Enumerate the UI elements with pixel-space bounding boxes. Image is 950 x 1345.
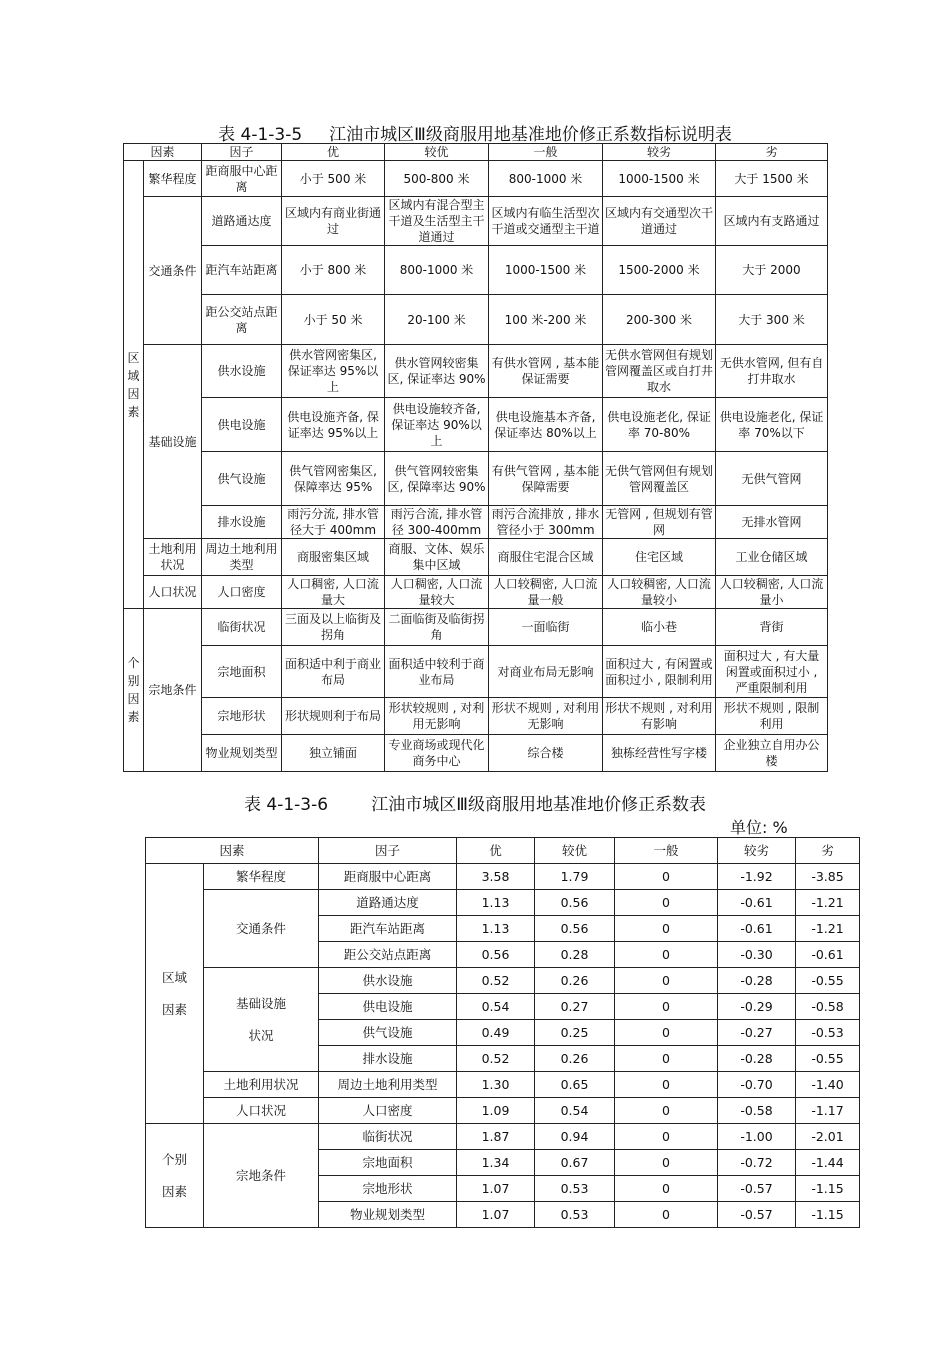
value-cell: 面积过大 , 有大量闲置或面积过小 , 严重限制利用 — [716, 646, 828, 698]
table-row — [124, 698, 828, 735]
factor-cell: 人口状况 — [144, 576, 202, 609]
value-cell: 0 — [615, 1150, 718, 1176]
value-cell: 1.87 — [457, 1124, 535, 1150]
value-cell: 1.34 — [457, 1150, 535, 1176]
value-cell: 3.58 — [457, 864, 535, 890]
value-cell: -0.70 — [718, 1072, 796, 1098]
value-cell: 1.13 — [457, 916, 535, 942]
unit-label: 单位: % — [730, 818, 788, 837]
header-cell: 因子 — [319, 838, 457, 864]
value-cell: 0.25 — [535, 1020, 615, 1046]
value-cell: -1.40 — [796, 1072, 860, 1098]
value-cell: 0 — [615, 1202, 718, 1228]
header-cell: 劣 — [796, 838, 860, 864]
value-cell: 0 — [615, 1098, 718, 1124]
value-cell: -0.28 — [718, 1046, 796, 1072]
group-label: 因素 — [161, 1001, 187, 1017]
value-cell: -0.53 — [796, 1020, 860, 1046]
category-cell: 繁华程度 — [204, 864, 319, 890]
value-cell: -0.28 — [718, 968, 796, 994]
value-cell: 1500-2000 米 — [603, 246, 716, 295]
value-cell: 临小巷 — [603, 609, 716, 646]
subfactor-cell: 周边土地利用类型 — [202, 539, 282, 576]
value-cell: -0.61 — [718, 916, 796, 942]
value-cell: 0 — [615, 968, 718, 994]
value-cell: 1.30 — [457, 1072, 535, 1098]
value-cell: 形状不规则 , 对利用有影响 — [603, 698, 716, 735]
subfactor-cell: 供水设施 — [202, 345, 282, 398]
value-cell: 人口稠密, 人口流量较大 — [385, 576, 489, 609]
header-cell: 一般 — [615, 838, 718, 864]
value-cell: 住宅区域 — [603, 539, 716, 576]
category-label: 基础设施 — [236, 995, 287, 1011]
value-cell: 有供气管网 , 基本能保障需要 — [489, 452, 603, 506]
subfactor-cell: 供气设施 — [202, 452, 282, 506]
table-row — [146, 864, 860, 890]
value-cell: 0 — [615, 916, 718, 942]
subfactor-cell: 宗地形状 — [202, 698, 282, 735]
value-cell: 0 — [615, 942, 718, 968]
value-cell: 小于 50 米 — [282, 295, 385, 345]
subfactor-cell: 距汽车站距离 — [202, 246, 282, 295]
category-cell: 宗地条件 — [204, 1124, 319, 1228]
value-cell: -1.00 — [718, 1124, 796, 1150]
value-cell: 0.26 — [535, 968, 615, 994]
value-cell: 工业仓储区域 — [716, 539, 828, 576]
factor-cell: 交通条件 — [144, 197, 202, 345]
value-cell: 商服、文体、娱乐集中区域 — [385, 539, 489, 576]
group-label: 因素 — [161, 1183, 187, 1199]
subfactor-cell: 供水设施 — [319, 968, 457, 994]
group-cell-individual: 个 别 因 素 — [124, 609, 144, 772]
value-cell: 0.49 — [457, 1020, 535, 1046]
subfactor-cell: 排水设施 — [319, 1046, 457, 1072]
category-label: 状况 — [248, 1027, 274, 1043]
value-cell: 面积过大 , 有闲置或面积过小 , 限制利用 — [603, 646, 716, 698]
value-cell: 1000-1500 米 — [489, 246, 603, 295]
table-row — [146, 1098, 860, 1124]
value-cell: 0.28 — [535, 942, 615, 968]
header-cell: 较劣 — [718, 838, 796, 864]
subfactor-cell: 距公交站点距离 — [319, 942, 457, 968]
value-cell: 供电设施老化, 保证率 70%以下 — [716, 398, 828, 452]
subfactor-cell: 临街状况 — [202, 609, 282, 646]
table-row — [146, 1072, 860, 1098]
value-cell: 无供水管网但有规划管网覆盖区或自打井取水 — [603, 345, 716, 398]
value-cell: 形状不规则 , 限制利用 — [716, 698, 828, 735]
value-cell: -1.21 — [796, 916, 860, 942]
value-cell: -1.17 — [796, 1098, 860, 1124]
value-cell: 无供水管网, 但有自打井取水 — [716, 345, 828, 398]
value-cell: 0.52 — [457, 968, 535, 994]
value-cell: 0.53 — [535, 1176, 615, 1202]
value-cell: -0.61 — [796, 942, 860, 968]
value-cell: 人口较稠密, 人口流量较小 — [603, 576, 716, 609]
subfactor-cell: 临街状况 — [319, 1124, 457, 1150]
value-cell: 0.54 — [457, 994, 535, 1020]
header-cell: 劣 — [716, 144, 828, 161]
value-cell: 0 — [615, 1046, 718, 1072]
value-cell: 供电设施较齐备, 保证率达 90%以上 — [385, 398, 489, 452]
value-cell: 一面临街 — [489, 609, 603, 646]
value-cell: 大于 2000 — [716, 246, 828, 295]
value-cell: 0.56 — [535, 890, 615, 916]
subfactor-cell: 距公交站点距离 — [202, 295, 282, 345]
header-cell: 因子 — [202, 144, 282, 161]
value-cell: 1.07 — [457, 1202, 535, 1228]
value-cell: 1.13 — [457, 890, 535, 916]
category-cell: 人口状况 — [204, 1098, 319, 1124]
value-cell: 1.79 — [535, 864, 615, 890]
value-cell: 小于 800 米 — [282, 246, 385, 295]
subfactor-cell: 物业规划类型 — [202, 735, 282, 772]
value-cell: -2.01 — [796, 1124, 860, 1150]
table-row — [124, 452, 828, 506]
subfactor-cell: 供电设施 — [319, 994, 457, 1020]
value-cell: 三面及以上临街及拐角 — [282, 609, 385, 646]
category-cell: 土地利用状况 — [204, 1072, 319, 1098]
subfactor-cell: 宗地面积 — [319, 1150, 457, 1176]
value-cell: 0 — [615, 1176, 718, 1202]
subfactor-cell: 距商服中心距离 — [319, 864, 457, 890]
table-row — [124, 246, 828, 295]
value-cell: -0.57 — [718, 1176, 796, 1202]
value-cell: 独栋经营性写字楼 — [603, 735, 716, 772]
value-cell: 形状较规则 , 对利用无影响 — [385, 698, 489, 735]
category-cell — [204, 968, 319, 1072]
value-cell: -0.61 — [718, 890, 796, 916]
table-row — [124, 576, 828, 609]
value-cell: 商服住宅混合区域 — [489, 539, 603, 576]
value-cell: 区域内有支路通过 — [716, 197, 828, 246]
header-cell: 较劣 — [603, 144, 716, 161]
value-cell: 0 — [615, 864, 718, 890]
table-row — [124, 295, 828, 345]
value-cell: 面积适中利于商业布局 — [282, 646, 385, 698]
table-row — [124, 646, 828, 698]
value-cell: 800-1000 米 — [385, 246, 489, 295]
group-cell-region: 区 域 因 素 — [124, 161, 144, 609]
value-cell: -1.15 — [796, 1202, 860, 1228]
subfactor-cell: 排水设施 — [202, 506, 282, 539]
value-cell: 对商业布局无影响 — [489, 646, 603, 698]
table-header-row — [124, 144, 828, 161]
group-label: 个别 — [161, 1151, 187, 1167]
subfactor-cell: 人口密度 — [202, 576, 282, 609]
value-cell: 20-100 米 — [385, 295, 489, 345]
value-cell: 0.67 — [535, 1150, 615, 1176]
value-cell: 有供水管网 , 基本能保证需要 — [489, 345, 603, 398]
value-cell: 0.94 — [535, 1124, 615, 1150]
subfactor-cell: 人口密度 — [319, 1098, 457, 1124]
subfactor-cell: 宗地形状 — [319, 1176, 457, 1202]
value-cell: 1.09 — [457, 1098, 535, 1124]
value-cell: 800-1000 米 — [489, 161, 603, 197]
value-cell: 二面临街及临街拐角 — [385, 609, 489, 646]
group-label: 区域 — [161, 969, 187, 985]
value-cell: -0.55 — [796, 1046, 860, 1072]
header-cell: 较优 — [385, 144, 489, 161]
value-cell: 大于 1500 米 — [716, 161, 828, 197]
value-cell: 0.52 — [457, 1046, 535, 1072]
value-cell: -0.30 — [718, 942, 796, 968]
subfactor-cell: 周边土地利用类型 — [319, 1072, 457, 1098]
factor-cell: 宗地条件 — [144, 609, 202, 772]
value-cell: -3.85 — [796, 864, 860, 890]
value-cell: 0.56 — [457, 942, 535, 968]
header-cell: 优 — [457, 838, 535, 864]
subfactor-cell: 距汽车站距离 — [319, 916, 457, 942]
value-cell: 0.27 — [535, 994, 615, 1020]
value-cell: 无供气管网但有规划管网覆盖区 — [603, 452, 716, 506]
value-cell: 大于 300 米 — [716, 295, 828, 345]
value-cell: 小于 500 米 — [282, 161, 385, 197]
value-cell: 区域内有临生活型次干道或交通型主干道 — [489, 197, 603, 246]
value-cell: -0.29 — [718, 994, 796, 1020]
group-cell-region — [146, 864, 204, 1124]
table-row — [124, 735, 828, 772]
value-cell: 无供气管网 — [716, 452, 828, 506]
header-cell: 因素 — [146, 838, 319, 864]
value-cell: 0.53 — [535, 1202, 615, 1228]
value-cell: 无管网 , 但规划有管网 — [603, 506, 716, 539]
value-cell: 0 — [615, 1072, 718, 1098]
value-cell: 雨污合流排放 , 排水管径小于 300mm — [489, 506, 603, 539]
value-cell: 0 — [615, 1020, 718, 1046]
table-row — [124, 506, 828, 539]
value-cell: 背街 — [716, 609, 828, 646]
value-cell: 供电设施老化, 保证率 70-80% — [603, 398, 716, 452]
table-header-row — [146, 838, 860, 864]
value-cell: 区域内有混合型主干道及生活型主干道通过 — [385, 197, 489, 246]
value-cell: 形状不规则 , 对利用无影响 — [489, 698, 603, 735]
factor-cell: 土地利用状况 — [144, 539, 202, 576]
value-cell: 1.07 — [457, 1176, 535, 1202]
value-cell: -1.15 — [796, 1176, 860, 1202]
value-cell: 供气管网较密集区, 保障率达 90% — [385, 452, 489, 506]
header-cell: 因素 — [124, 144, 202, 161]
value-cell: 商服密集区域 — [282, 539, 385, 576]
value-cell: 人口较稠密, 人口流量一般 — [489, 576, 603, 609]
factor-cell: 繁华程度 — [144, 161, 202, 197]
subfactor-cell: 宗地面积 — [202, 646, 282, 698]
value-cell: 雨污分流, 排水管径大于 400mm — [282, 506, 385, 539]
table-row — [146, 1124, 860, 1150]
value-cell: 区域内有商业街通过 — [282, 197, 385, 246]
subfactor-cell: 物业规划类型 — [319, 1202, 457, 1228]
value-cell: -0.72 — [718, 1150, 796, 1176]
modifier-indicator-table — [123, 143, 828, 772]
value-cell: -1.21 — [796, 890, 860, 916]
value-cell: -0.57 — [718, 1202, 796, 1228]
value-cell: 供电设施基本齐备, 保证率达 80%以上 — [489, 398, 603, 452]
group-cell-individual — [146, 1124, 204, 1228]
value-cell: 0.56 — [535, 916, 615, 942]
modifier-coefficient-table — [145, 837, 860, 1228]
value-cell: 200-300 米 — [603, 295, 716, 345]
factor-cell: 基础设施 — [144, 345, 202, 539]
subfactor-cell: 供电设施 — [202, 398, 282, 452]
value-cell: 100 米-200 米 — [489, 295, 603, 345]
header-cell: 优 — [282, 144, 385, 161]
value-cell: 独立铺面 — [282, 735, 385, 772]
value-cell: 面积适中较利于商业布局 — [385, 646, 489, 698]
table1-title: 表 4-1-3-5 江油市城区Ⅲ级商服用地基准地价修正系数指标说明表 — [218, 125, 732, 145]
value-cell: 0.65 — [535, 1072, 615, 1098]
table2-title: 表 4-1-3-6 江油市城区Ⅲ级商服用地基准地价修正系数表 — [243, 795, 707, 815]
value-cell: -1.44 — [796, 1150, 860, 1176]
value-cell: 人口稠密, 人口流量大 — [282, 576, 385, 609]
value-cell: 供电设施齐备, 保证率达 95%以上 — [282, 398, 385, 452]
value-cell: 雨污合流, 排水管 径 300-400mm — [385, 506, 489, 539]
value-cell: -0.58 — [796, 994, 860, 1020]
value-cell: 企业独立自用办公楼 — [716, 735, 828, 772]
table-row — [146, 968, 860, 994]
value-cell: 0 — [615, 1124, 718, 1150]
table-row — [124, 161, 828, 197]
value-cell: 综合楼 — [489, 735, 603, 772]
value-cell: -0.27 — [718, 1020, 796, 1046]
table-row — [124, 609, 828, 646]
value-cell: 供水管网较密集区, 保证率达 90% — [385, 345, 489, 398]
table-row — [124, 345, 828, 398]
subfactor-cell: 道路通达度 — [319, 890, 457, 916]
subfactor-cell: 供气设施 — [319, 1020, 457, 1046]
value-cell: 1000-1500 米 — [603, 161, 716, 197]
value-cell: 0.26 — [535, 1046, 615, 1072]
header-cell: 一般 — [489, 144, 603, 161]
value-cell: 专业商场或现代化商务中心 — [385, 735, 489, 772]
header-cell: 较优 — [535, 838, 615, 864]
value-cell: 0 — [615, 890, 718, 916]
value-cell: -0.55 — [796, 968, 860, 994]
value-cell: 0 — [615, 994, 718, 1020]
value-cell: 0.54 — [535, 1098, 615, 1124]
table-row — [146, 890, 860, 916]
value-cell: 500-800 米 — [385, 161, 489, 197]
value-cell: 供气管网密集区, 保障率达 95% — [282, 452, 385, 506]
table-row — [124, 398, 828, 452]
value-cell: 区域内有交通型次干道通过 — [603, 197, 716, 246]
value-cell: -1.92 — [718, 864, 796, 890]
value-cell: -0.58 — [718, 1098, 796, 1124]
table-row — [124, 197, 828, 246]
value-cell: 无排水管网 — [716, 506, 828, 539]
subfactor-cell: 距商服中心距离 — [202, 161, 282, 197]
value-cell: 形状规则利于布局 — [282, 698, 385, 735]
subfactor-cell: 道路通达度 — [202, 197, 282, 246]
value-cell: 人口较稠密, 人口流量小 — [716, 576, 828, 609]
table-row — [124, 539, 828, 576]
category-cell: 交通条件 — [204, 890, 319, 968]
value-cell: 供水管网密集区, 保证率达 95%以上 — [282, 345, 385, 398]
